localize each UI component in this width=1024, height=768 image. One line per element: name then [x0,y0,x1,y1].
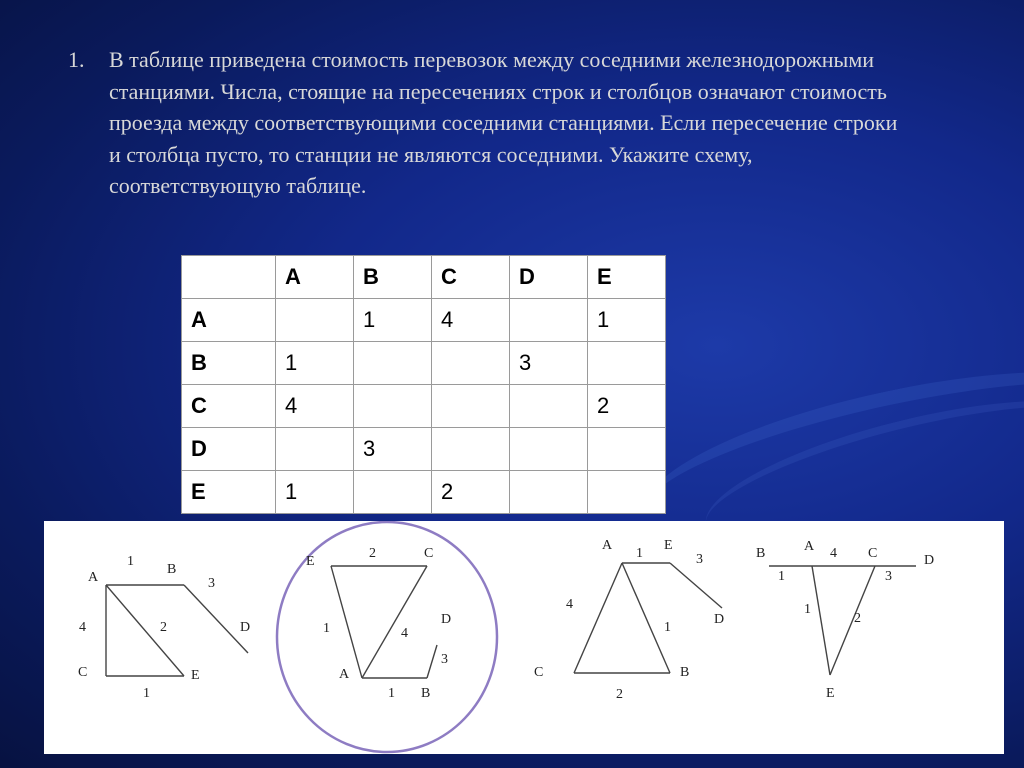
node-label: A [602,538,613,553]
edge-label: 1 [636,546,643,561]
edge [670,563,722,608]
edge-label: 1 [127,554,134,569]
table-cell: 4 [276,385,354,428]
table-cell [588,471,666,514]
answer-diagrams [44,521,1004,754]
edge-label: 1 [323,621,330,636]
option-4-diagram[interactable] [756,539,934,701]
edge-label: 4 [79,620,86,635]
row-header: A [182,299,276,342]
table-cell [588,342,666,385]
edge-label: 3 [885,569,892,584]
table-row [182,471,666,514]
table-cell [510,385,588,428]
table-cell: 2 [588,385,666,428]
node-label: C [424,546,434,561]
table-cell: 1 [354,299,432,342]
edge [331,566,362,678]
edge [427,645,437,678]
edge-label: 3 [696,552,703,567]
column-header: D [510,256,588,299]
table-header-row [182,256,666,299]
table-cell [276,299,354,342]
node-label: E [191,668,200,683]
table-cell: 4 [432,299,510,342]
edge-label: 4 [830,546,837,561]
node-label: B [680,665,690,680]
table-cell [432,428,510,471]
table-cell [432,342,510,385]
node-label: E [306,554,315,569]
table-cell [588,428,666,471]
edge-label: 2 [854,611,861,626]
task-text: В таблице приведена стоимость перевозок между соседними железнодорожными станциями. Числа, стоящие на пересечениях строк и столбцов означают стоимость проезда между соответствующими соседними станциями. Если пересечение строки и столбца пусто, то станции не являются соседними. Укажите схему, соответствующую таблице. [109,47,898,198]
table-corner-cell [182,256,276,299]
edge-label: 4 [401,626,408,641]
node-label: B [756,546,766,561]
edge [574,563,622,673]
table-cell [354,342,432,385]
answer-options-panel [44,521,1004,754]
edge-label: 1 [143,686,150,701]
node-label: A [804,539,815,554]
table-cell: 2 [432,471,510,514]
table-cell: 3 [510,342,588,385]
table-cell: 3 [354,428,432,471]
table-cell: 1 [276,471,354,514]
edge-label: 1 [778,569,785,584]
row-header: B [182,342,276,385]
column-header: E [588,256,666,299]
edge-label: 2 [616,687,623,702]
row-header: E [182,471,276,514]
edge-label: 4 [566,597,573,612]
option-3-diagram[interactable] [534,538,724,702]
row-header: D [182,428,276,471]
table-cell [510,471,588,514]
node-label: A [339,667,350,682]
table-row [182,299,666,342]
node-label: C [534,665,544,680]
edge-label: 1 [804,602,811,617]
edge [812,566,830,675]
table-cell [354,471,432,514]
option-2-diagram[interactable] [277,522,497,752]
node-label: B [421,686,431,701]
edge-label: 1 [664,620,671,635]
edge [106,585,184,676]
table-cell [354,385,432,428]
node-label: E [826,686,835,701]
table-cell [510,428,588,471]
option-1-diagram[interactable] [78,554,250,701]
table-row [182,342,666,385]
node-label: D [714,612,725,627]
edge-label: 1 [388,686,395,701]
column-header: A [276,256,354,299]
table-row [182,428,666,471]
node-label: E [664,538,673,553]
edge [622,563,670,673]
node-label: D [240,620,251,635]
edge-label: 3 [208,576,215,591]
edge [830,566,875,675]
edge [362,566,427,678]
node-label: D [924,553,935,568]
table-cell: 1 [276,342,354,385]
edge [184,585,251,653]
node-label: B [167,562,177,577]
table-cell [432,385,510,428]
node-label: D [441,612,452,627]
row-header: C [182,385,276,428]
node-label: C [78,665,88,680]
table-cell [510,299,588,342]
edge-label: 2 [160,620,167,635]
edge-label: 3 [441,652,448,667]
table-cell: 1 [588,299,666,342]
column-header: B [354,256,432,299]
cost-table [181,255,666,514]
task-number: 1. [68,47,85,72]
column-header: C [432,256,510,299]
table-cell [276,428,354,471]
edge-label: 2 [369,546,376,561]
node-label: C [868,546,878,561]
node-label: A [88,570,99,585]
table-row [182,385,666,428]
